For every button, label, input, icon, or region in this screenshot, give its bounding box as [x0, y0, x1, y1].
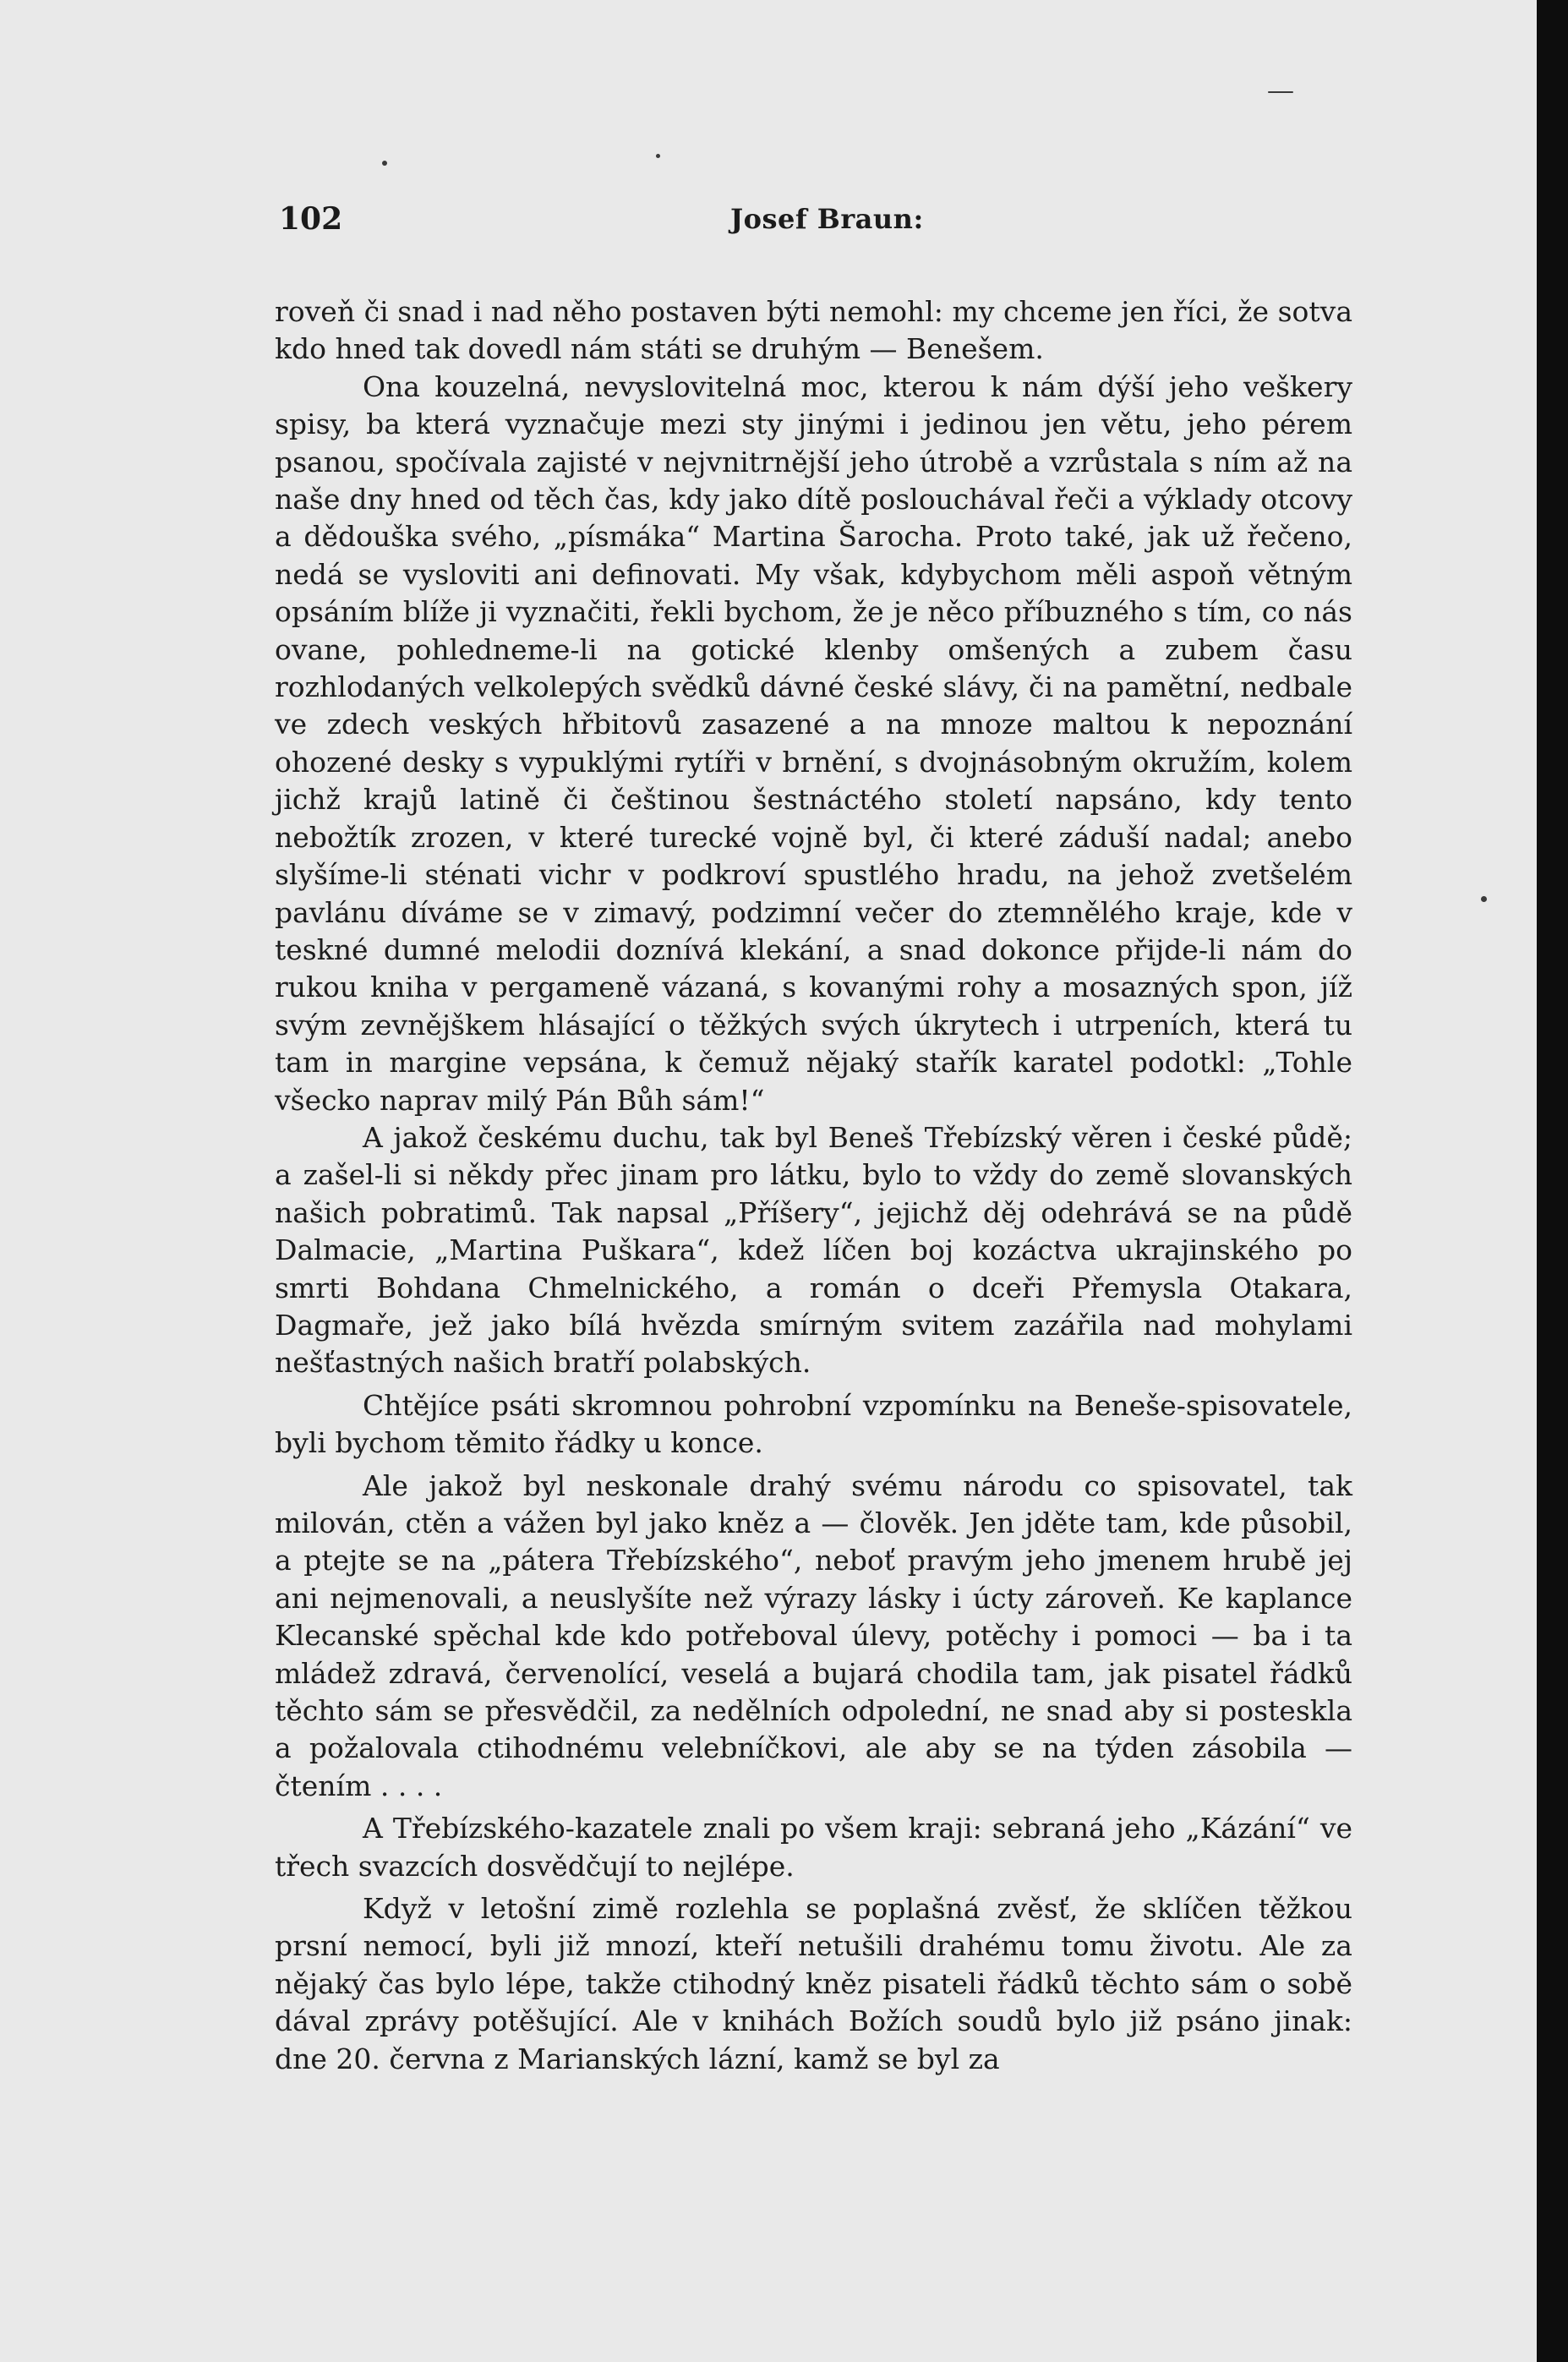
paragraph: Ale jakož byl neskonale drahý svému národu co spisovatel, tak milován, ctěn a vážen byl jako kněz a — člověk. Jen jděte tam, kde působil, a ptejte se na „pátera Třebízského“, neboť pravým jeho jmenem hrubě jej ani nejmenovali, a neuslyšíte než výrazy lásky i úcty zároveň. Ke kaplance Klecanské spěchal kde kdo potřeboval úlevy, potěchy i pomoci — ba i ta mládež zdravá, červenolící, veselá a bujará chodila tam, jak pisatel řádků těchto sám se přesvědčil, za nedělních odpolední, ne snad aby si posteskla a požalovala ctihodnému velebníčkovi, ale aby se na týden zásobila — čtením . . . .	[275, 1468, 1352, 1802]
print-speck	[656, 154, 660, 158]
page-header	[0, 201, 1537, 252]
print-speck	[382, 161, 387, 166]
paragraph: A jakož českému duchu, tak byl Beneš Třebízský věren i české půdě; a zašel-li si někdy přec jinam pro látku, bylo to vždy do země slovanských našich pobratimů. Tak napsal „Příšery“, jejichž děj odehrává se na půdě Dalmacie, „Martina Puškara“, kdež líčen boj kozáctva ukrajinského po smrti Bohdana Chmelnického, a román o dceři Přemysla Otakara, Dagmaře, jež jako bílá hvězda smírným svitem zazářila nad mohylami nešťastných našich bratří polabských.	[275, 1120, 1352, 1380]
paragraph: Ona kouzelná, nevyslovitelná moc, kterou k nám dýší jeho veškery spisy, ba která vyznačuje mezi sty jinými i jedinou jen větu, jeho pérem psanou, spočívala zajisté v nejvnitrnější jeho útrobě a vzrůstala s ním až na naše dny hned od těch čas, kdy jako dítě poslouchával řeči a výklady otcovy a dědouška svého, „písmáka“ Martina Šarocha. Proto také, jak už řečeno, nedá se vysloviti ani definovati. My však, kdybychom měli aspoň větným opsáním blíže ji vyznačiti, řekli bychom, že je něco příbuzného s tím, co nás ovane, pohledneme-li na gotické klenby omšených a zubem času rozhlodaných velkolepých svědků dávné české slávy, či na pamětní, nedbale ve zdech veských hřbitovů zasazené a na mnoze maltou k nepoznání ohozené desky s vypuklými rytíři v brnění, s dvojnásobným okružím, kolem jichž krajů latině či češtinou šestnáctého století napsáno, kdy tento nebožtík zrozen, v které turecké vojně byl, či které záduší nadal; anebo slyšíme-li sténati vichr v podkroví spustlého hradu, na jehož zvetšelém pavlánu díváme se v zimavý, podzimní večer do ztemnělého kraje, kde v teskné dumné melodii doznívá klekání, a snad dokonce přijde-li nám do rukou kniha v pergameně vázaná, s kovanými rohy a mosazných spon, jíž svým zevnějškem hlásající o těžkých svých úkrytech i utrpeních, která tu tam in margine vepsána, k čemuž nějaký stařík karatel podotkl: „Tohle všecko naprav milý Pán Bůh sám!“	[275, 369, 1352, 1117]
scan-edge	[1537, 0, 1568, 2362]
body-text	[275, 293, 1352, 2078]
paragraph: Když v letošní zimě rozlehla se poplašná zvěsť, že sklíčen těžkou prsní nemocí, byli již mnozí, kteří netušili drahému tomu životu. Ale za nějaký čas bylo lépe, takže ctihodný kněz pisateli řádků těchto sám o sobě dával zprávy potěšující. Ale v knihách Božích soudů bylo již psáno jinak: dne 20. června z Marianských lázní, kamž se byl za	[275, 1892, 1352, 2075]
paragraph: A Třebízského-kazatele znali po všem kraji: sebraná jeho „Kázání“ ve třech svazcích dosvědčují to nejlépe.	[275, 1812, 1352, 1883]
print-speck	[1481, 896, 1487, 902]
print-speck	[1268, 91, 1293, 93]
page-number: 102	[279, 201, 343, 237]
paragraph: roveň či snad i nad něho postaven býti nemohl: my chceme jen říci, že sotva kdo hned tak dovedl nám státi se druhým — Benešem.	[275, 295, 1352, 366]
running-title: Josef Braun:	[730, 203, 924, 235]
paragraph: Chtějíce psáti skromnou pohrobní vzpomínku na Beneše-spisovatele, byli bychom těmito řádky u konce.	[275, 1388, 1352, 1460]
